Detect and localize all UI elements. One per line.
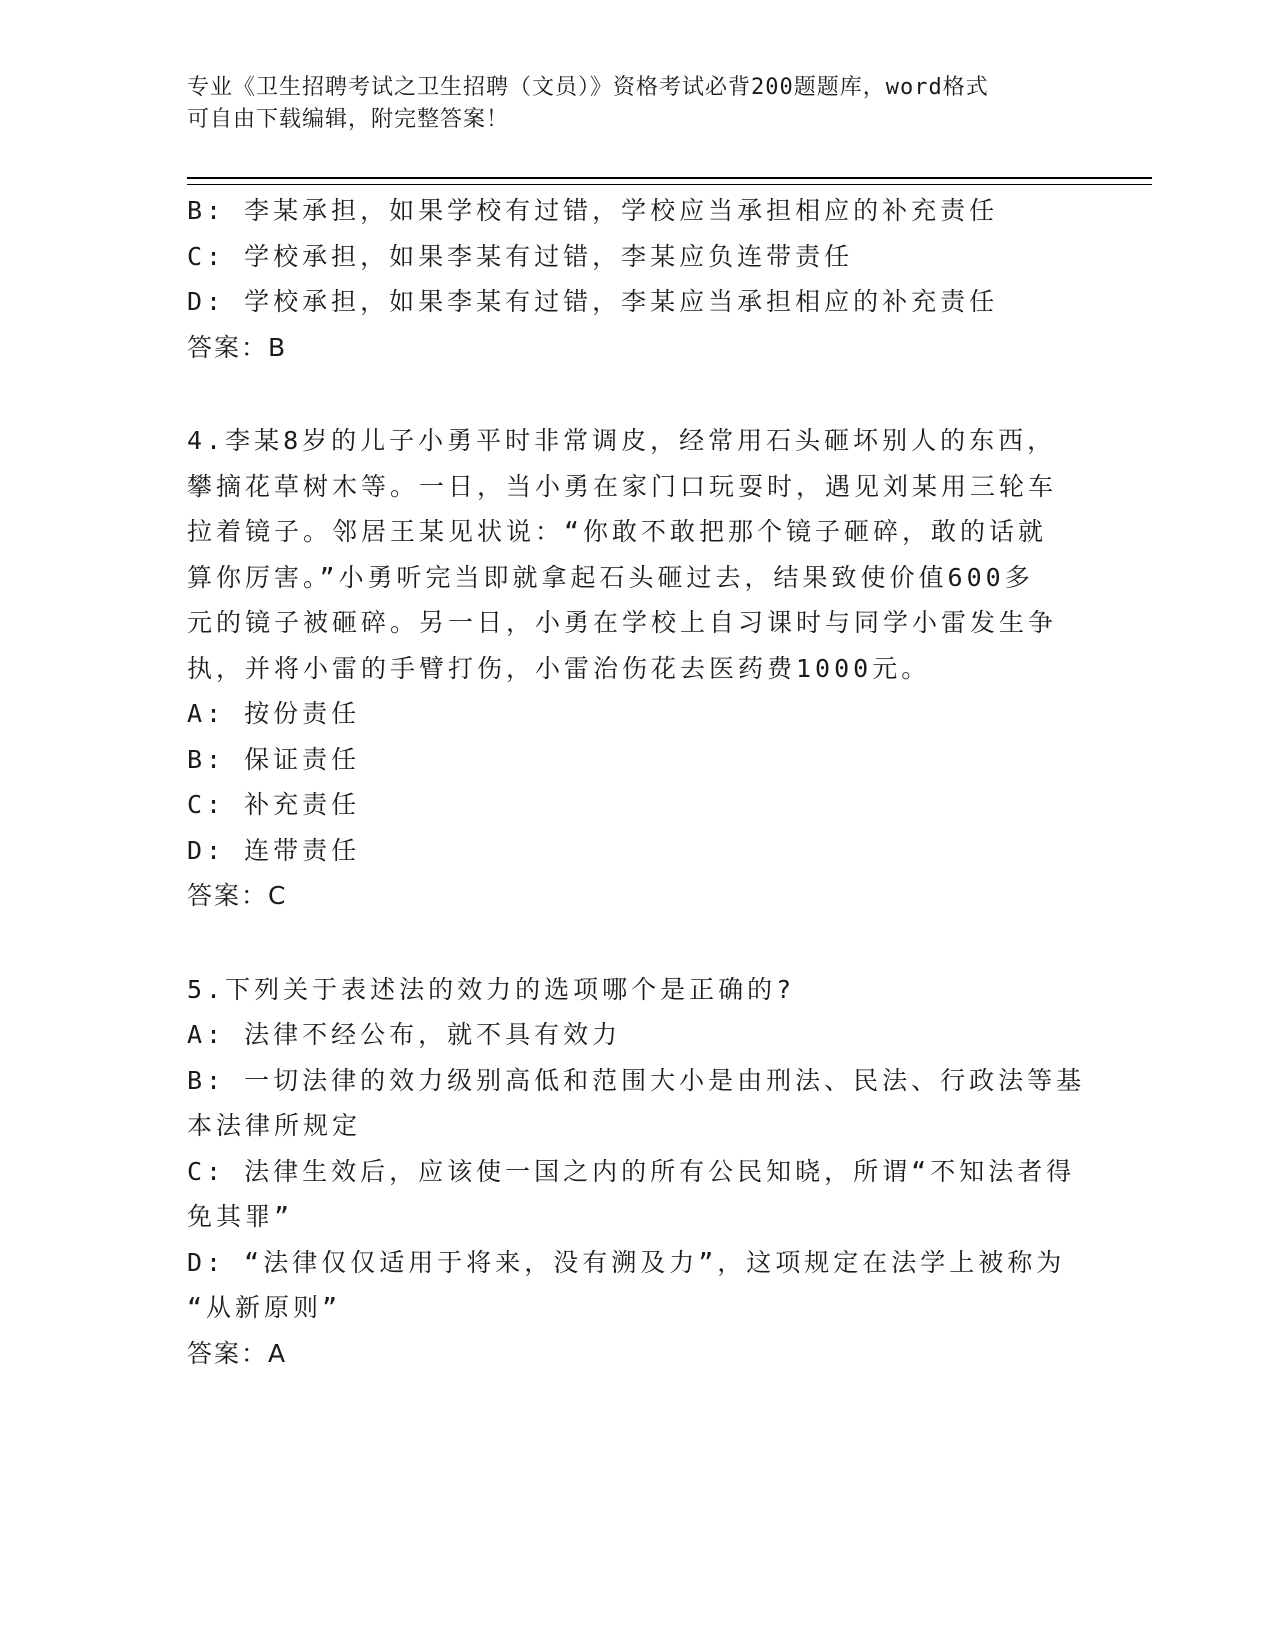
q3-answer: 答案：B [187, 332, 288, 362]
header-divider-thin [187, 184, 1152, 185]
q5-option-b-line: B: 一切法律的效力级别高低和范围大小是由刑法、民法、行政法等基 [187, 1065, 1086, 1095]
spacer [187, 919, 1067, 967]
q4-stem-line: 4.李某8岁的儿子小勇平时非常调皮，经常用石头砸坏别人的东西， [187, 426, 1057, 455]
q5-option-d-line: “从新原则” [187, 1293, 342, 1322]
q5-stem: 5.下列关于表述法的效力的选项哪个是正确的? [187, 974, 796, 1004]
q4-stem-line: 算你厉害。”小勇听完当即就拿起石头砸过去，结果致使价值600多 [187, 562, 1034, 592]
document-header [187, 72, 1067, 136]
q4-stem-line: 拉着镜子。邻居王某见状说：“你敢不敢把那个镜子砸碎，敢的话就 [187, 517, 1048, 546]
header-divider-thick [187, 177, 1152, 179]
q4-stem-line: 攀摘花草树木等。一日，当小勇在家门口玩耍时，遇见刘某用三轮车 [187, 471, 1058, 501]
q5-option-c-line: C: 法律生效后，应该使一国之内的所有公民知晓，所谓“不知法者得 [187, 1156, 1076, 1186]
q4-option-a: A: 按份责任 [187, 699, 361, 728]
question-5-block [187, 967, 1086, 1377]
spacer [187, 370, 1067, 418]
q4-option-c: C: 补充责任 [187, 790, 361, 819]
question-content [187, 188, 1086, 1376]
header-title-line-2: 可自由下载编辑，附完整答案！ [187, 107, 510, 132]
header-title-line-1: 专业《卫生招聘考试之卫生招聘（文员）》资格考试必背200题题库，word格式 [187, 75, 989, 100]
q5-option-b-line: 本法律所规定 [187, 1111, 362, 1140]
q4-stem-line: 执，并将小雷的手臂打伤，小雷治伤花去医药费1000元。 [187, 653, 931, 683]
q5-option-c-line: 免其罪” [187, 1202, 294, 1231]
q5-option-a: A: 法律不经公布，就不具有效力 [187, 1020, 622, 1049]
q4-answer: 答案：C [187, 881, 288, 910]
q3-option-d: D: 学校承担，如果李某有过错，李某应当承担相应的补充责任 [187, 287, 999, 316]
question-3-block [187, 188, 1067, 370]
q3-option-c: C: 学校承担，如果李某有过错，李某应负连带责任 [187, 241, 854, 271]
q5-option-d-line: D: “法律仅仅适用于将来，没有溯及力”，这项规定在法学上被称为 [187, 1247, 1066, 1277]
q4-option-d: D: 连带责任 [187, 835, 361, 865]
question-4-block [187, 418, 1067, 919]
q4-stem-line: 元的镜子被砸碎。另一日，小勇在学校上自习课时与同学小雷发生争 [187, 608, 1058, 637]
q3-option-b: B: 李某承担，如果学校有过错，学校应当承担相应的补充责任 [187, 196, 999, 225]
q4-option-b: B: 保证责任 [187, 744, 361, 774]
q5-answer: 答案：A [187, 1338, 288, 1368]
